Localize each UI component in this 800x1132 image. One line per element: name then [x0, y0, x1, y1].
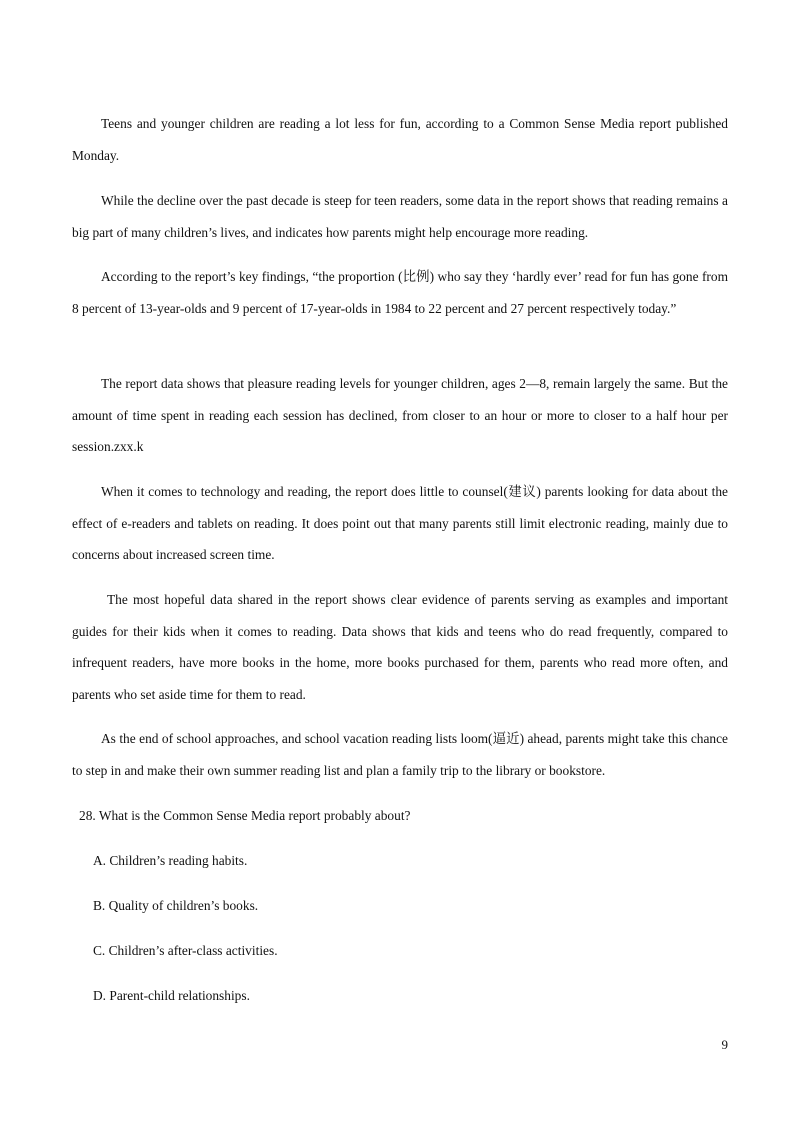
paragraph-5: When it comes to technology and reading, the report does little to counsel(建议) parents looking for data about the effect of e-readers and tablets on reading. It does point out that many parents still limit electronic reading, mainly due to concerns about increased screen time. — [72, 484, 728, 562]
paragraph-6: The most hopeful data shared in the report shows clear evidence of parents serving as examples and important guides for their kids when it comes to reading. Data shows that kids and teens who do read frequently, compared to infrequent readers, have more books in the home, more books purchased for them, parents who read more often, and parents who set aside time for them to read. — [72, 592, 728, 702]
option-b: B. Quality of children’s books. — [93, 898, 259, 913]
page-number: 9 — [721, 1037, 728, 1052]
paragraph-3: According to the report’s key findings, “the proportion (比例) who say they ‘hardly ever’ read for fun has gone from 8 percent of 13-year-olds and 9 percent of 17-year-olds in 1984 to 22 percent and 27 percent respectively today.” — [72, 269, 728, 316]
paragraph-4: The report data shows that pleasure reading levels for younger children, ages 2—8, remain largely the same. But the amount of time spent in reading each session has declined, from closer to an hour or more to closer to a half hour per session.zxx.k — [72, 376, 728, 454]
paragraph-7: As the end of school approaches, and school vacation reading lists loom(逼近) ahead, parents might take this chance to step in and make their own summer reading list and plan a family trip to the library or bookstore. — [72, 731, 728, 778]
paragraph-2: While the decline over the past decade is steep for teen readers, some data in the report shows that reading remains a big part of many children’s lives, and indicates how parents might help encourage more reading. — [72, 193, 728, 240]
paragraph-1: Teens and younger children are reading a lot less for fun, according to a Common Sense Media report published Monday. — [72, 116, 728, 163]
option-c: C. Children’s after-class activities. — [93, 943, 278, 958]
option-a: A. Children’s reading habits. — [93, 853, 248, 868]
question-stem: 28. What is the Common Sense Media report probably about? — [79, 808, 411, 823]
option-d: D. Parent-child relationships. — [93, 988, 250, 1003]
